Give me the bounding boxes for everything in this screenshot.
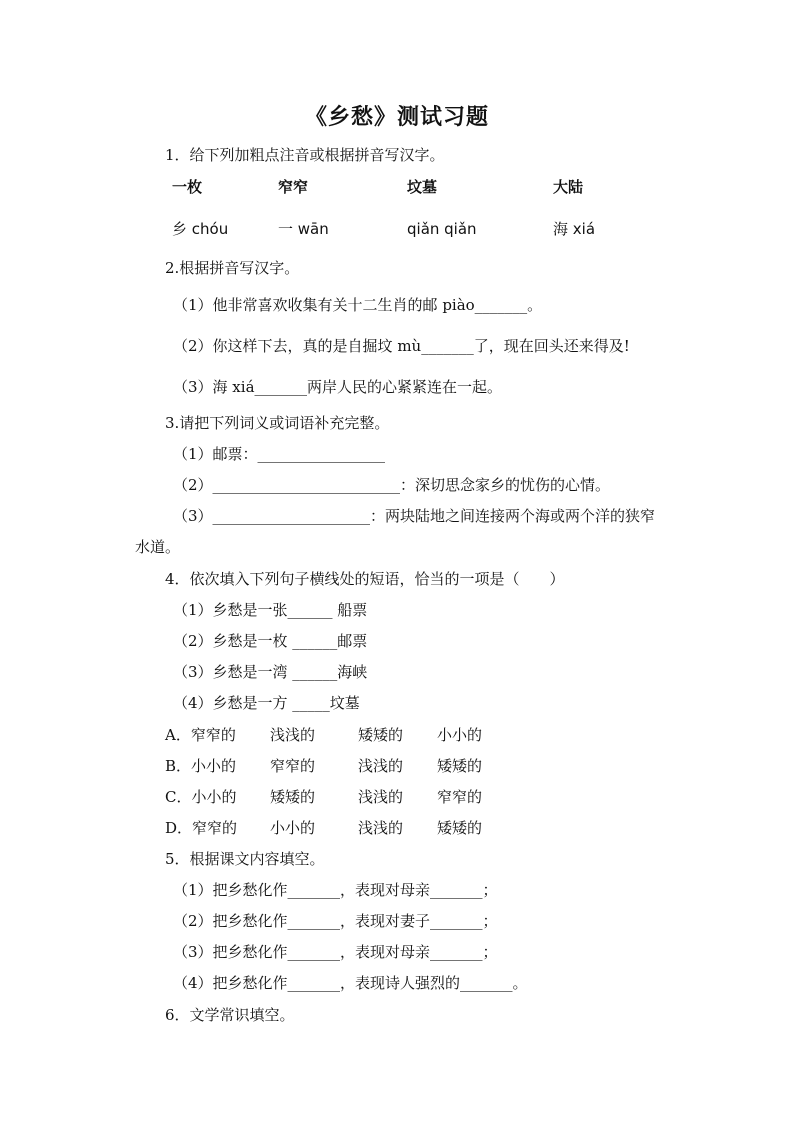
q5-item-2: （2）把乡愁化作_______，表现对妻子_______； xyxy=(173,912,498,930)
q3-item-1: （1）邮票：_________________ xyxy=(173,445,386,463)
q1-prompt: 1．给下列加粗点注音或根据拼音写汉字。 xyxy=(165,146,445,164)
q3-prompt: 3.请把下列词义或词语补充完整。 xyxy=(165,414,390,432)
q4-option-d-1: D．窄窄的 xyxy=(165,819,238,837)
q4-prompt: 4．依次填入下列句子横线处的短语，恰当的一项是（ ） xyxy=(165,570,565,588)
q4-option-d-4: 矮矮的 xyxy=(437,819,483,837)
q4-item-4: （4）乡愁是一方 _____坟墓 xyxy=(173,694,360,712)
q4-option-b-1: B．小小的 xyxy=(165,757,237,775)
page-title: 《乡愁》测试习题 xyxy=(304,104,489,130)
q1-word-3: 坟墓 xyxy=(407,178,438,196)
q4-option-d-2: 小小的 xyxy=(270,819,316,837)
q1-pinyin-1: 乡 chóu xyxy=(172,220,229,238)
q3-item-2: （2）_________________________：深切思念家乡的忧伤的心情。 xyxy=(173,476,611,494)
q5-item-1: （1）把乡愁化作_______，表现对母亲_______； xyxy=(173,881,498,899)
q4-item-2: （2）乡愁是一枚 ______邮票 xyxy=(173,632,368,650)
q4-item-1: （1）乡愁是一张______ 船票 xyxy=(173,601,368,619)
q3-item-3: （3）_____________________：两块陆地之间连接两个海或两个洋的狭窄 xyxy=(173,507,656,525)
q3-item-3-continued: 水道。 xyxy=(135,538,181,556)
q4-option-b-4: 矮矮的 xyxy=(437,757,483,775)
q1-word-1: 一枚 xyxy=(172,178,203,196)
q2-item-3: （3）海 xiá_______两岸人民的心紧紧连在一起。 xyxy=(173,378,503,396)
q4-option-c-4: 窄窄的 xyxy=(437,788,483,806)
q5-item-3: （3）把乡愁化作_______，表现对母亲_______； xyxy=(173,943,498,961)
q6-prompt: 6．文学常识填空。 xyxy=(165,1006,295,1024)
q1-pinyin-3: qiǎn qiǎn xyxy=(407,220,477,238)
q2-prompt: 2.根据拼音写汉字。 xyxy=(165,259,300,277)
q4-option-a-2: 浅浅的 xyxy=(270,726,316,744)
q4-item-3: （3）乡愁是一湾 ______海峡 xyxy=(173,663,368,681)
q5-prompt: 5．根据课文内容填空。 xyxy=(165,850,325,868)
q4-option-b-3: 浅浅的 xyxy=(358,757,404,775)
q4-option-c-3: 浅浅的 xyxy=(358,788,404,806)
q2-item-1: （1）他非常喜欢收集有关十二生肖的邮 piào_______。 xyxy=(173,296,543,314)
q4-option-a-1: A．窄窄的 xyxy=(165,726,236,744)
q4-option-d-3: 浅浅的 xyxy=(358,819,404,837)
q1-pinyin-4: 海 xiá xyxy=(553,220,596,238)
q4-option-b-2: 窄窄的 xyxy=(270,757,316,775)
q1-word-2: 窄窄 xyxy=(278,178,309,196)
q4-option-c-1: C．小小的 xyxy=(165,788,237,806)
q5-item-4: （4）把乡愁化作_______，表现诗人强烈的_______。 xyxy=(173,974,528,992)
q2-item-2: （2）你这样下去，真的是自掘坟 mù_______了，现在回头还来得及! xyxy=(173,337,630,355)
q4-option-a-4: 小小的 xyxy=(437,726,483,744)
q1-pinyin-2: 一 wān xyxy=(278,220,329,238)
q4-option-c-2: 矮矮的 xyxy=(270,788,316,806)
q1-word-4: 大陆 xyxy=(553,178,584,196)
q4-option-a-3: 矮矮的 xyxy=(358,726,404,744)
